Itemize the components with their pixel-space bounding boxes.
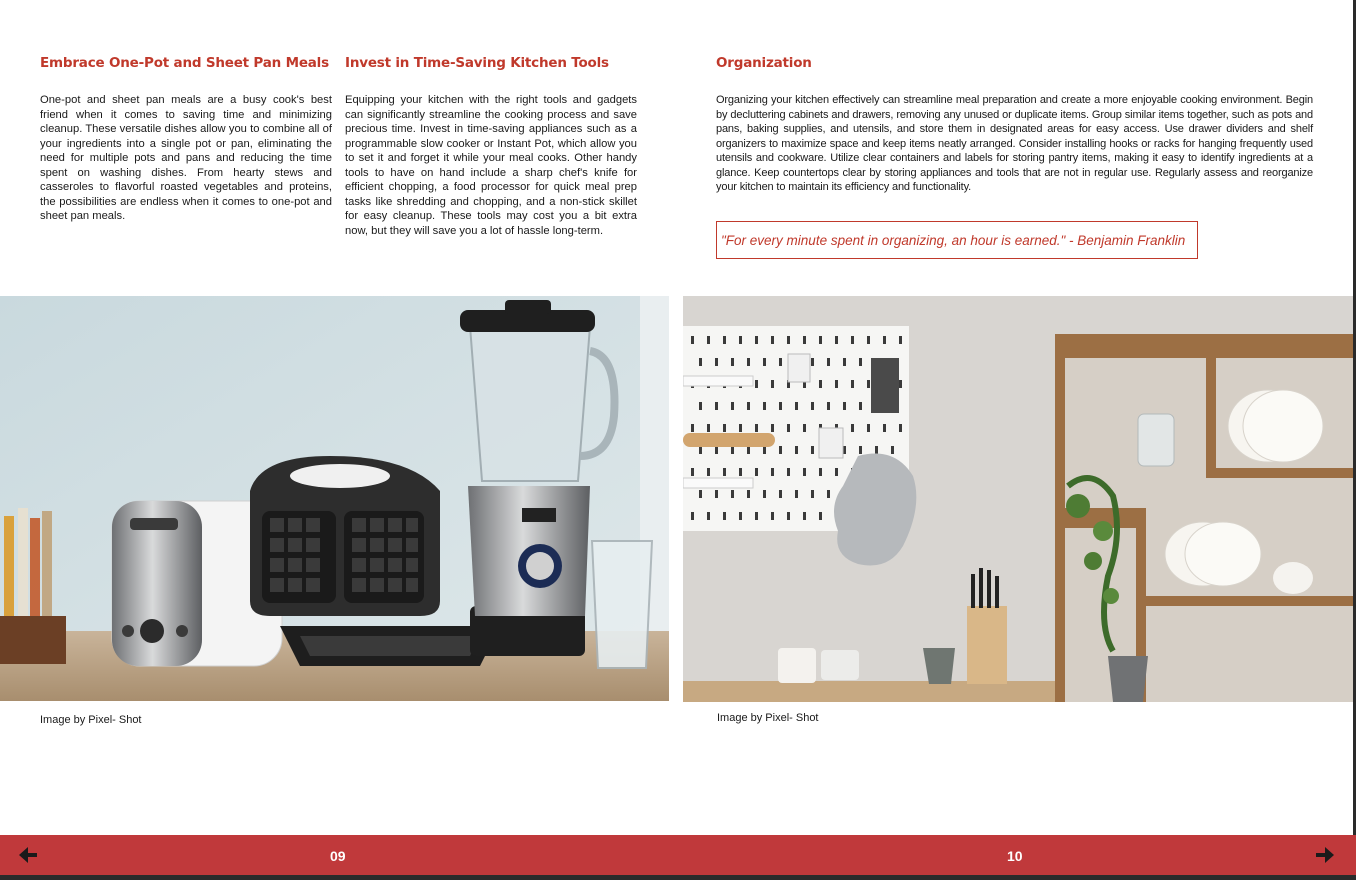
quote-text: "For every minute spent in organizing, an hour is earned." - Benjamin Franklin bbox=[721, 232, 1186, 248]
arrow-left-icon bbox=[16, 845, 40, 865]
kitchen-organization-illustration bbox=[683, 296, 1356, 702]
prev-page-button[interactable] bbox=[16, 845, 40, 865]
next-page-button[interactable] bbox=[1313, 845, 1337, 865]
quote-box bbox=[716, 221, 1198, 259]
arrow-right-icon bbox=[1313, 845, 1337, 865]
heading-kitchen-tools: Invest in Time-Saving Kitchen Tools bbox=[345, 55, 609, 71]
kitchen-appliances-illustration bbox=[0, 296, 669, 701]
photo-kitchen-organization bbox=[683, 296, 1356, 702]
caption-right-photo: Image by Pixel- Shot bbox=[717, 712, 819, 724]
page-number-left: 09 bbox=[330, 848, 346, 864]
heading-organization: Organization bbox=[716, 55, 812, 71]
text-one-pot-meals: One-pot and sheet pan meals are a busy cook's best friend when it comes to saving time and minimizing cleanup. These versatile dishes allow you to combine all of your ingredients into a single pot or pan, eliminating the need for multiple pots and pans and reducing the time spent on washing dishes. From hearty stews and casseroles to flavorful roasted vegetables and proteins, the possibilities are endless when it comes to one-pot and sheet pan meals. bbox=[40, 94, 332, 222]
caption-left-photo: Image by Pixel- Shot bbox=[40, 714, 142, 726]
text-organization: Organizing your kitchen effectively can streamline meal preparation and create a more enjoyable cooking environment. Begin by decluttering cabinets and drawers, removing any unused or duplicate items. Group similar items together, such as pots and pans, baking supplies, and utensils, and store them in designated areas for easy access. Use drawer dividers and shelf organizers to maximize space and keep items neatly arranged. Consider installing hooks or racks for hanging frequently used utensils and cookware. Utilize clear containers and labels for storing pantry items, making it easy to identify ingredients at a glance. Keep countertops clear by storing appliances and tools that are not in regular use. Regularly assess and reorganize your kitchen to maintain its efficiency and functionality. bbox=[716, 94, 1313, 193]
text-kitchen-tools: Equipping your kitchen with the right tools and gadgets can significantly streamline the cooking process and save precious time. Invest in time-saving appliances such as a programmable slow cooker or Instant Pot, which allow you to set it and forget it while your meal cooks. Other handy tools to have on hand include a sharp chef's knife for efficient chopping, a food processor for quick meal prep tasks like shredding and chopping, and a non-stick skillet for easy cleanup. These tools may cost you a bit extra now, but they will save you a lot of hassle long-term. bbox=[345, 94, 637, 237]
heading-one-pot-meals: Embrace One-Pot and Sheet Pan Meals bbox=[40, 55, 329, 71]
footer-nav-bar bbox=[0, 835, 1356, 875]
footer-bottom-rule bbox=[0, 875, 1356, 880]
photo-kitchen-appliances bbox=[0, 296, 669, 701]
page-number-right: 10 bbox=[1007, 848, 1023, 864]
